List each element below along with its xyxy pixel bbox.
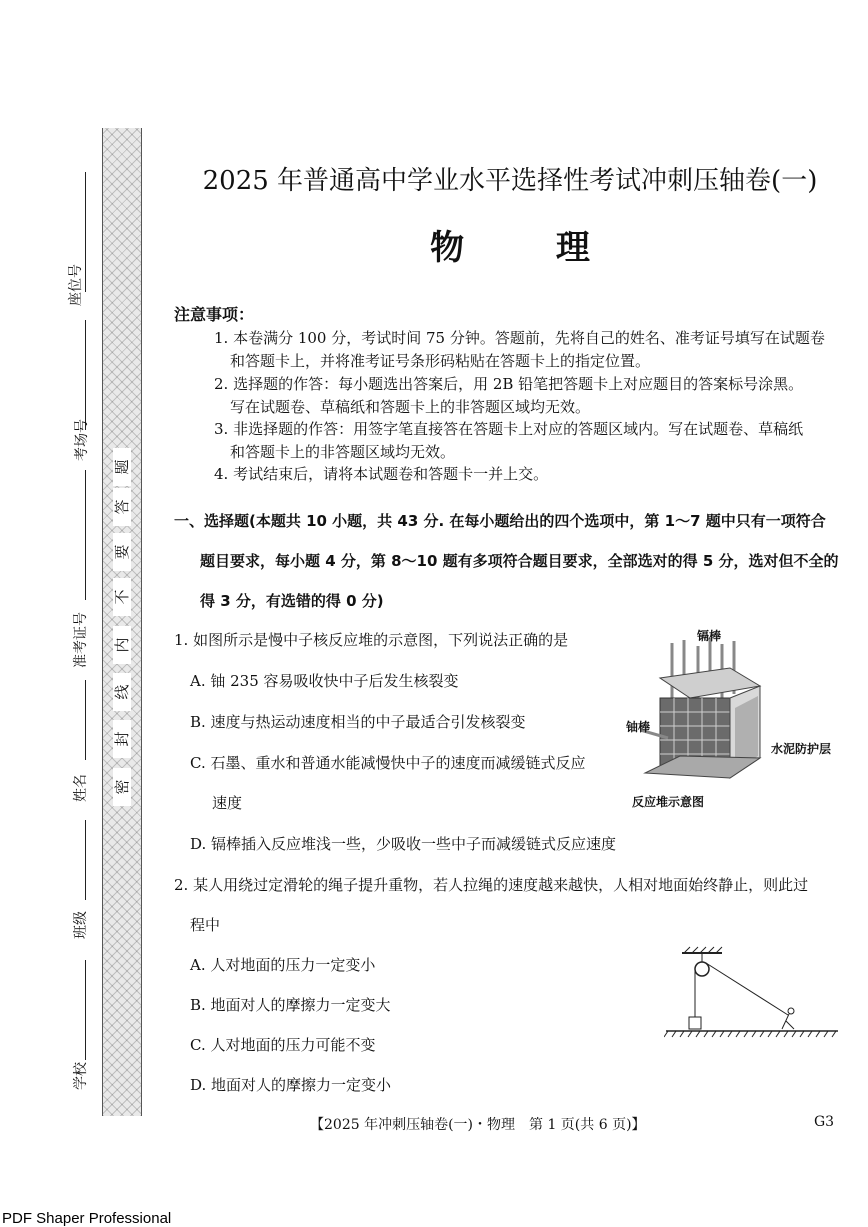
cadmium-rod-label: 镉棒 (697, 629, 722, 643)
note-line: 3. 非选择题的作答：用签字笔直接答在答题卡上对应的答题区域内。写在试题卷、草稿纸 (214, 420, 804, 438)
school-label: 学校 (73, 1062, 89, 1090)
q2-stem-cont: 程中 (190, 916, 221, 934)
ticket-line (85, 470, 86, 600)
reactor-diagram (640, 638, 770, 788)
q2-option-d: D. 地面对人的摩擦力一定变小 (190, 1076, 392, 1094)
seal-char: 题 (113, 448, 131, 486)
pulley-diagram (664, 945, 840, 1045)
q2-option-a: A. 人对地面的压力一定变小 (190, 956, 376, 974)
subject-title: 物 理 (430, 228, 590, 268)
seat-label: 座位号 (68, 264, 84, 306)
note-line: 4. 考试结束后，请将本试题卷和答题卡一并上交。 (214, 465, 549, 483)
seal-char: 密 (113, 768, 131, 806)
note-line: 写在试题卷、草稿纸和答题卡上的非答题区域均无效。 (230, 398, 591, 416)
paper-code: G3 (814, 1114, 835, 1130)
name-line (85, 680, 86, 760)
seal-strip (102, 128, 142, 1116)
exam-title: 2025 年普通高中学业水平选择性考试冲刺压轴卷(一) (202, 166, 818, 196)
seat-line (85, 172, 86, 292)
note-line: 和答题卡上的非答题区域均无效。 (230, 443, 456, 461)
seal-char: 答 (113, 488, 131, 526)
seal-char: 线 (113, 673, 131, 711)
q1-option-a: A. 铀 235 容易吸收快中子后发生核裂变 (190, 672, 459, 690)
class-line (85, 820, 86, 900)
rope-slant (706, 963, 788, 1015)
q2-option-b: B. 地面对人的摩擦力一定变大 (190, 996, 391, 1014)
seal-char: 封 (113, 720, 131, 758)
watermark: PDF Shaper Professional (2, 1210, 172, 1227)
note-line: 1. 本卷满分 100 分，考试时间 75 分钟。答题前，先将自己的姓名、准考证号填写在试题卷 (214, 329, 825, 347)
uranium-rod-label: 铀棒 (626, 720, 651, 734)
room-label: 考场号 (74, 419, 90, 461)
figure-caption: 反应堆示意图 (632, 795, 705, 809)
page-footer: 【2025 年冲刺压轴卷(一)・物理 第 1 页(共 6 页)】 (310, 1117, 646, 1133)
room-line (85, 320, 86, 430)
section-instructions: 一、选择题(本题共 10 小题，共 43 分. 在每小题给出的四个选项中，第 1～7 题中只有一项符合 (174, 512, 826, 530)
q2-stem: 2. 某人用绕过定滑轮的绳子提升重物，若人拉绳的速度越来越快，人相对地面始终静止，则此过 (174, 876, 809, 894)
class-label: 班级 (73, 911, 89, 939)
ticket-label: 准考证号 (73, 612, 89, 668)
section-instructions: 得 3 分，有选错的得 0 分) (200, 592, 384, 610)
q1-option-c-cont: 速度 (212, 794, 243, 812)
weight-block (689, 1017, 701, 1029)
q1-option-d: D. 镉棒插入反应堆浅一些，少吸收一些中子而减缓链式反应速度 (190, 835, 617, 853)
q1-option-c: C. 石墨、重水和普通水能减慢快中子的速度而减缓链式反应 (190, 754, 586, 772)
q2-option-c: C. 人对地面的压力可能不变 (190, 1036, 376, 1054)
seal-char: 不 (113, 578, 131, 616)
note-line: 2. 选择题的作答：每小题选出答案后，用 2B 铅笔把答题卡上对应题目的答案标号涂黑。 (214, 375, 804, 393)
q1-option-b: B. 速度与热运动速度相当的中子最适合引发核裂变 (190, 713, 526, 731)
section-instructions: 题目要求，每小题 4 分，第 8～10 题有多项符合题目要求，全部选对的得 5 分，选对但不全的 (200, 552, 839, 570)
name-label: 姓名 (73, 774, 89, 802)
concrete-layer-label: 水泥防护层 (771, 742, 832, 756)
note-line: 和答题卡上，并将准考证号条形码粘贴在答题卡上的指定位置。 (230, 352, 651, 370)
person-figure (788, 1008, 794, 1014)
seal-char: 要 (113, 533, 131, 571)
school-line (85, 960, 86, 1060)
notes-heading: 注意事项： (174, 305, 255, 324)
q1-stem: 1. 如图所示是慢中子核反应堆的示意图，下列说法正确的是 (174, 631, 569, 649)
seal-char: 内 (113, 626, 131, 664)
